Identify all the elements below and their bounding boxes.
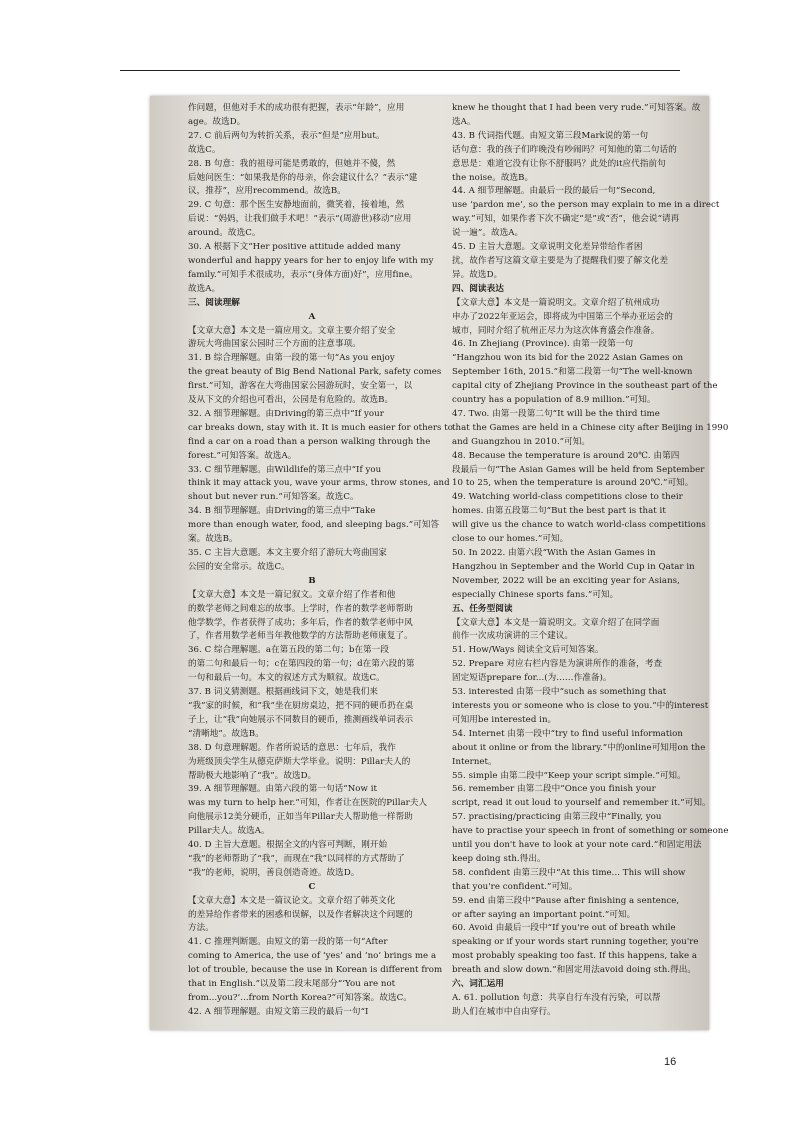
text-line: 前作一次成功演讲的三个建议。 (452, 631, 574, 642)
text-line: 54. Internet 由第一段中“try to find useful information (452, 728, 683, 739)
text-line: the noise。故选B。 (452, 172, 534, 183)
text-line: coming to America, the use of ‘yes’ and ‘no’ brings me a (188, 951, 437, 962)
text-line: “我”的老师帮助了“我”，而现在“我”以同样的方式帮助了 (188, 853, 405, 864)
text-line: 32. A 细节理解题。由Driving的第三点中“If your (188, 408, 384, 419)
text-line: first.”可知，游客在大弯曲国家公园游玩时，安全第一，以 (188, 381, 413, 392)
text-line: have to practise your speech in front of something or someone (452, 826, 729, 837)
text-line: 【文章大意】本文是一篇说明文。文章介绍了在同学面 (452, 617, 660, 628)
text-line: around。故选C。 (188, 228, 261, 239)
text-line: 三、阅读理解 (188, 297, 240, 308)
text-line: 28. B 句意：我的祖母可能是勇敢的，但她并不傻，然 (188, 158, 396, 169)
text-line: 帮助极大地影响了“我”。故选D。 (188, 770, 317, 781)
text-line: 29. C 句意：那个医生安静地面前，微笑着，接着地，然 (188, 200, 405, 211)
text-line: use ‘pardon me’, so the person may explain to me in a direct (452, 200, 720, 211)
text-line: especially Chinese sports fans.”可知。 (452, 589, 619, 600)
text-line: 42. A 细节理解题。由短文第三段的最后一句“I (188, 1006, 369, 1017)
text-line: car breaks down, stay with it. It is much easier for others to (188, 422, 453, 433)
header-rule (120, 70, 680, 71)
text-line: way.”可知，如果作者下次不确定“是”或“否”，他会说“请再 (452, 214, 680, 225)
text-line: close to our homes.”可知。 (452, 534, 569, 545)
text-line: 48. Because the temperature is around 20℃. 由第四 (452, 450, 680, 461)
text-line: 说一遍”。故选A。 (452, 228, 524, 239)
text-line: 【文章大意】本文是一篇说明文。文章介绍了杭州成功 (452, 297, 660, 308)
text-line: 方法。 (188, 923, 214, 934)
text-line: 35. C 主旨大意题。本文主要介绍了游玩大弯曲国家 (188, 548, 387, 558)
text-line: 56. remember 由第二段中“Once you finish your (452, 784, 656, 795)
text-line: “我”的老师，说明，善良创造奇迹。故选D。 (188, 867, 360, 878)
text-line: 33. C 细节理解题。由Wildlife的第三点中“If you (188, 464, 382, 475)
text-line: 34. B 细节理解题。由Driving的第三点中“Take (188, 506, 376, 517)
text-line: most probably speaking too fast. If this happens, take a (452, 951, 698, 962)
text-line: 为班级顶尖学生从德克萨斯大学毕业。说明：Pillar夫人的 (188, 756, 411, 767)
text-line: 52. Prepare 对应右栏内容是为演讲所作的准备，考查 (452, 659, 663, 670)
text-line: 47. Two. 由第一段第二句“It will be the third time (452, 408, 660, 419)
text-line: 了，作者用数学老师当年教他数学的方法帮助老师康复了。 (188, 631, 413, 642)
text-line: 43. B 代词指代题。由短文第三段Mark说的第一句 (452, 130, 649, 141)
text-line: “清晰地”。故选B。 (188, 728, 264, 739)
text-line: script, read it out loud to yourself and remember it.”可知。 (452, 798, 711, 809)
text-line: 后说：“妈妈，让我们做手术吧！”表示“(周游世)移动”应用 (188, 214, 412, 225)
text-line: 27. C 前后两句为转折关系，表示“但是”应用but。 (188, 130, 385, 141)
text-line: 及从下文的介绍也可看出，公园是有危险的。故选B。 (188, 395, 394, 406)
text-line: 的数学老师之间难忘的故事。上学时，作者的数学老师帮助 (188, 603, 413, 614)
text-line: think it may attack you, wave your arms, throw stones, and (188, 478, 450, 489)
text-line: 30. A 根据下文“Her positive attitude added many (188, 242, 401, 253)
text-line: 向他展示12美分硬币，正如当年Pillar夫人帮助他一样帮助 (188, 812, 413, 823)
text-line: 55. simple 由第二段中“Keep your script simple.”可知。 (452, 770, 686, 781)
text-line: 【文章大意】本文是一篇应用文。文章主要介绍了安全 (188, 325, 396, 336)
page-number: 16 (664, 1056, 677, 1068)
text-line: interests you or someone who is close to you.”中的interest (452, 700, 709, 711)
text-line: Internet。 (452, 756, 497, 767)
text-line: 议，推荐”，应用recommend。故选B。 (188, 186, 346, 197)
text-line: the great beauty of Big Bend National Park, safety comes (188, 367, 442, 378)
text-line: 一句和最后一句。本文的叙述方式为顺叙。故选C。 (188, 673, 385, 684)
text-line: keep doing sth.得出。 (452, 853, 546, 864)
text-line: 异。故选D。 (452, 269, 503, 280)
text-line: 助人们在城市中自由穿行。 (452, 1006, 556, 1017)
text-line: 58. confident 由第三段中“At this time... This will show (452, 867, 686, 878)
text-line: 38. D 句意理解题。作者所说话的意思：七年后，我作 (188, 742, 396, 753)
text-line: breath and slow down.”和固定用法avoid doing sth.得出。 (452, 965, 697, 976)
text-line: or after saying an important point.”可知。 (452, 909, 636, 920)
text-line: age。故选D。 (188, 116, 246, 127)
text-line: 故选A。 (188, 283, 221, 294)
text-line: “Hangzhou won its bid for the 2022 Asian Games on (452, 353, 684, 364)
text-line: 选A。 (452, 116, 476, 127)
text-line: 案。故选B。 (188, 534, 238, 545)
text-line: 城市，同时介绍了杭州正尽力为这次体育盛会作准备。 (452, 325, 660, 336)
text-line: find a car on a road than a person walking through the (188, 436, 431, 447)
text-line: 60. Avoid 由最后一段中“If you're out of breath while (452, 923, 676, 934)
text-line: 的差异给作者带来的困惑和误解，以及作者解决这个问题的 (188, 909, 413, 920)
text-line: family.”可知手术很成功，表示“(身体方面)好”，应用fine。 (188, 269, 418, 280)
text-line: 六、词汇运用 (452, 979, 504, 990)
text-line: 作问题，但他对手术的成功很有把握，表示“年龄”，应用 (188, 103, 405, 113)
text-line: 段最后一句“The Asian Games will be held from September (452, 464, 705, 475)
text-line: country has a population of 8.9 million.”可知。 (452, 395, 656, 406)
text-line: A (308, 311, 316, 322)
text-line: 36. C 综合理解题。a在第五段的第二句；b在第一段 (188, 645, 389, 656)
text-line: 59. end 由第三段中“Pause after finishing a sentence, (452, 895, 680, 906)
text-line: homes. 由第五段第二句“But the best part is that it (452, 506, 666, 517)
text-line: 五、任务型阅读 (452, 603, 513, 614)
text-line: 申办了2022年亚运会，即将成为中国第三个举办亚运会的 (452, 311, 673, 322)
text-line: until you don't have to look at your note card.”和固定用法 (452, 840, 702, 851)
text-line: 46. In Zhejiang (Province). 由第一段第一句 (452, 339, 634, 350)
text-line: A. 61. pollution 句意：共享自行车没有污染，可以帮 (452, 993, 661, 1003)
text-line: Hangzhou in September and the World Cup in Qatar in (452, 561, 695, 572)
text-line: 39. A 细节理解题。由第六段的第一句话“Now it (188, 784, 378, 795)
text-line: about it online or from the library.”中的online可知用on the (452, 742, 706, 753)
text-line: 40. D 主旨大意题。根据全文的内容可判断，刚开始 (188, 840, 388, 851)
text-line: 意思是：难道它没有让你不舒服吗？此处的it应代指前句 (452, 158, 666, 169)
text-line: wonderful and happy years for her to enjoy life with my (188, 255, 434, 266)
text-line: forest.”可知答案。故选A。 (188, 450, 297, 461)
right-column (452, 102, 729, 1020)
text-line: shout but never run.”可知答案。故选C。 (188, 492, 359, 503)
text-line: September 16th, 2015.”和第二段第一句“The well-known (452, 367, 693, 378)
text-line: B (308, 575, 316, 586)
text-line: 他学数学，作者获得了成功；多年后，作者的数学老师中风 (188, 617, 413, 628)
text-line: 扰，故作者写这篇文章主要是为了提醒我们要了解文化差 (452, 255, 669, 266)
text-line: 的第二句和最后一句；c在第四段的第一句；d在第六段的第 (188, 659, 415, 670)
text-line: 45. D 主旨大意题。文章说明文化差异带给作者困 (452, 242, 643, 253)
text-line: 话句意：我的孩子们昨晚没有吵闹吗？可知他的第二句话的 (452, 144, 677, 155)
text-line: 49. Watching world-class competitions close to their (452, 492, 683, 503)
text-line: speaking or if your words start running together, you're (452, 937, 699, 948)
text-line: Pillar夫人。故选A。 (188, 826, 270, 837)
text-line: 公园的安全常示。故选C。 (188, 561, 290, 572)
text-line: 子上，让“我”向她展示不同数目的硬币，推测画线单词表示 (188, 714, 413, 725)
text-line: 10 to 25, when the temperature is around 20℃.”可知。 (452, 478, 694, 489)
text-line: 【文章大意】本文是一篇议论文。文章介绍了韩英文化 (188, 895, 396, 906)
text-line: capital city of Zhejiang Province in the southeast part of the (452, 381, 718, 392)
text-line: “我”家的时候，和“我”坐在厨房桌边，把不同的硬币扔在桌 (188, 700, 414, 711)
text-line: that the Games are held in a Chinese city after Beijing in 1990 (452, 422, 729, 433)
scanned-page-photo (150, 96, 729, 1030)
text-line: 四、阅读表达 (452, 283, 504, 294)
text-line: was my turn to help her.”可知，作者让在医院的Pillar夫人 (188, 798, 428, 809)
text-line: from...you?’...from North Korea?”可知答案。故选C。 (188, 993, 412, 1003)
text-line: 44. A 细节理解题。由最后一段的最后一句“Second, (452, 186, 656, 197)
left-column (188, 102, 453, 1020)
text-line: lot of trouble, because the use in Korean is different from (188, 965, 443, 976)
text-line: more than enough water, food, and sleeping bags.”可知答 (188, 520, 440, 531)
text-line: 【文章大意】本文是一篇记叙文。文章介绍了作者和他 (188, 589, 396, 600)
text-line: that you're confident.”可知。 (452, 881, 578, 892)
text-line: 41. C 推理判断题。由短文的第一段的第一句“After (188, 937, 388, 948)
text-line: 固定短语prepare for...(为……作准备)。 (452, 673, 612, 684)
text-line: C (308, 881, 316, 892)
text-line: 故选C。 (188, 144, 221, 155)
text-line: 31. B 综合理解题。由第一段的第一句“As you enjoy (188, 353, 395, 364)
text-line: 后她问医生：“如果我是你的母亲，你会建议什么？”表示“建 (188, 172, 418, 183)
text-line: and Guangzhou in 2010.”可知。 (452, 436, 591, 447)
text-line: 51. How/Ways 阅读全文后可知答案。 (452, 645, 604, 656)
text-line: November, 2022 will be an exciting year for Asians, (452, 575, 680, 586)
text-line: that in English.”以及第二段末尾部分“‘You are not (188, 979, 396, 990)
text-line: 37. B 词义猜测题。根据画线词下文，她是我们来 (188, 687, 378, 698)
text-line: 50. In 2022. 由第六段“With the Asian Games in (452, 548, 656, 558)
text-line: 57. practising/practicing 由第三段中“Finally, you (452, 812, 662, 823)
text-line: will give us the chance to watch world-class competitions (452, 520, 706, 531)
text-line: 53. interested 由第一段中“such as something that (452, 687, 667, 698)
text-line: 可知用be interested in。 (452, 714, 557, 725)
text-line: 游玩大弯曲国家公园时三个方面的注意事项。 (188, 339, 361, 350)
text-line: knew he thought that I had been very rude.”可知答案。故 (452, 103, 701, 113)
